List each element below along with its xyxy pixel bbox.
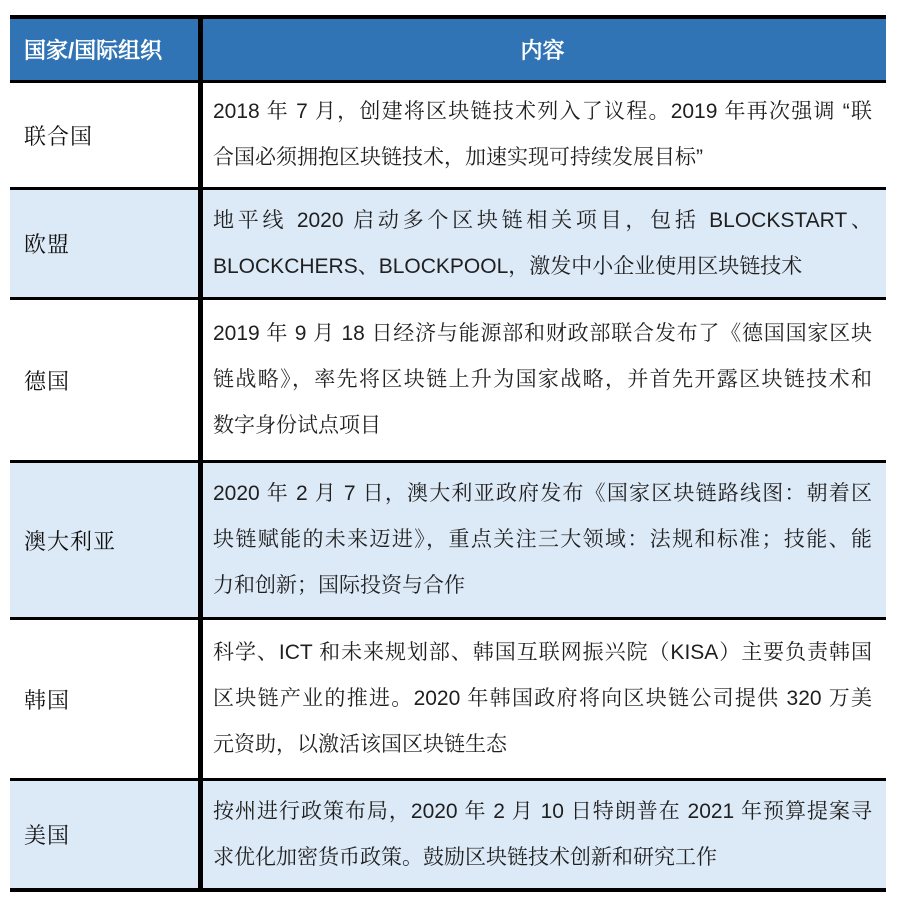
table-row (10, 463, 886, 620)
content-line: 求优化加密货币政策。鼓励区块链技术创新和研究工作 (213, 845, 717, 869)
header-cell-entity: 国家/国际组织 (10, 19, 203, 80)
entity-cell: 韩国 (10, 620, 203, 778)
content-line: 科学、ICT 和未来规划部、韩国互联网振兴院（KISA）主要负责韩国 (213, 641, 872, 664)
entity-cell: 联合国 (10, 83, 203, 187)
table-header-row (10, 19, 886, 83)
header-cell-content: 内容 (520, 38, 565, 63)
content-line: 合国必须拥抱区块链技术，加速实现可持续发展目标” (213, 146, 703, 169)
content-line: BLOCKCHERS、BLOCKPOOL，激发中小企业使用区块链技术 (213, 254, 803, 278)
content-cell (203, 781, 886, 888)
content-cell (203, 620, 886, 778)
content-line: 力和创新；国际投资与合作 (213, 574, 465, 597)
content-line: 元资助，以激活该国区块链生态 (213, 733, 507, 756)
content-line: 地平线 2020 启动多个区块链相关项目，包括 BLOCKSTART、 (213, 208, 872, 232)
content-cell (203, 190, 886, 297)
entity-cell: 澳大利亚 (10, 463, 203, 617)
table-row (10, 83, 886, 190)
policy-table (10, 15, 886, 892)
table-row (10, 300, 886, 463)
content-line: 2019 年 9 月 18 日经济与能源部和财政部联合发布了《德国国家区块 (213, 322, 872, 345)
content-line: 块链赋能的未来迈进》，重点关注三大领域：法规和标准；技能、能 (213, 528, 872, 551)
table-row (10, 190, 886, 300)
entity-cell: 德国 (10, 300, 203, 460)
content-line: 2018 年 7 月，创建将区块链技术列入了议程。2019 年再次强调 “联 (213, 100, 872, 123)
content-line: 区块链产业的推进。2020 年韩国政府将向区块链公司提供 320 万美 (213, 687, 872, 710)
content-line: 链战略》，率先将区块链上升为国家战略，并首先开露区块链技术和 (213, 368, 872, 391)
table-row (10, 620, 886, 781)
table-row (10, 781, 886, 888)
content-line: 按州进行政策布局，2020 年 2 月 10 日特朗普在 2021 年预算提案寻 (213, 799, 872, 823)
content-cell (203, 300, 886, 460)
content-line: 2020 年 2 月 7 日，澳大利亚政府发布《国家区块链路线图：朝着区 (213, 482, 872, 505)
entity-cell: 美国 (10, 781, 203, 888)
entity-cell: 欧盟 (10, 190, 203, 297)
content-cell (203, 83, 886, 187)
table-body (10, 83, 886, 888)
content-cell (203, 463, 886, 617)
content-line: 数字身份试点项目 (213, 414, 381, 437)
